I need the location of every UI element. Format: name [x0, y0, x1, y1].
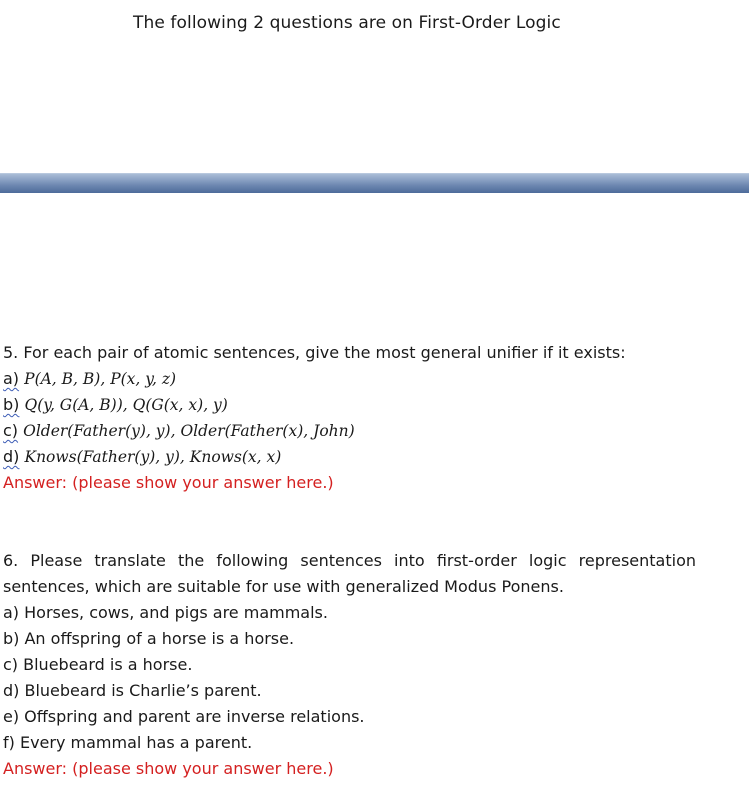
question-6-item-d: d) Bluebeard is Charlie’s parent. — [3, 681, 262, 700]
question-6-item-a: a) Horses, cows, and pigs are mammals. — [3, 603, 328, 622]
question-6-item-c: c) Bluebeard is a horse. — [3, 655, 193, 674]
item-label: d) — [3, 447, 20, 466]
question-6-answer[interactable]: Answer: (please show your answer here.) — [3, 759, 334, 778]
item-math: P(A, B, B), P(x, y, z) — [24, 370, 177, 388]
question-6-item-b: b) An offspring of a horse is a horse. — [3, 629, 295, 648]
item-math: Q(y, G(A, B)), Q(G(x, x), y) — [24, 396, 228, 414]
question-6-item-f: f) Every mammal has a parent. — [3, 733, 253, 752]
question-5-answer[interactable]: Answer: (please show your answer here.) — [3, 473, 334, 492]
question-5 — [3, 340, 626, 496]
question-5-item-b — [3, 392, 626, 418]
item-math: Older(Father(y), y), Older(Father(x), John) — [23, 422, 355, 440]
page-title: The following 2 questions are on First-Order Logic — [133, 13, 561, 33]
question-5-item-a — [3, 366, 626, 392]
item-label: c) — [3, 421, 19, 440]
item-math: Knows(Father(y), y), Knows(x, x) — [24, 448, 282, 466]
item-label: a) — [3, 369, 20, 388]
question-5-prompt: 5. For each pair of atomic sentences, give the most general unifier if it exists: — [3, 343, 626, 362]
question-6-prompt: 6. Please translate the following sentences into first-order logic representation sentences, which are suitable for use with generalized Modus Ponens. — [3, 551, 696, 596]
question-6 — [3, 548, 696, 782]
item-label: b) — [3, 395, 20, 414]
question-5-item-c — [3, 418, 626, 444]
question-6-item-e: e) Offspring and parent are inverse relations. — [3, 707, 365, 726]
question-5-item-d — [3, 444, 626, 470]
page-break-bar — [0, 173, 749, 193]
